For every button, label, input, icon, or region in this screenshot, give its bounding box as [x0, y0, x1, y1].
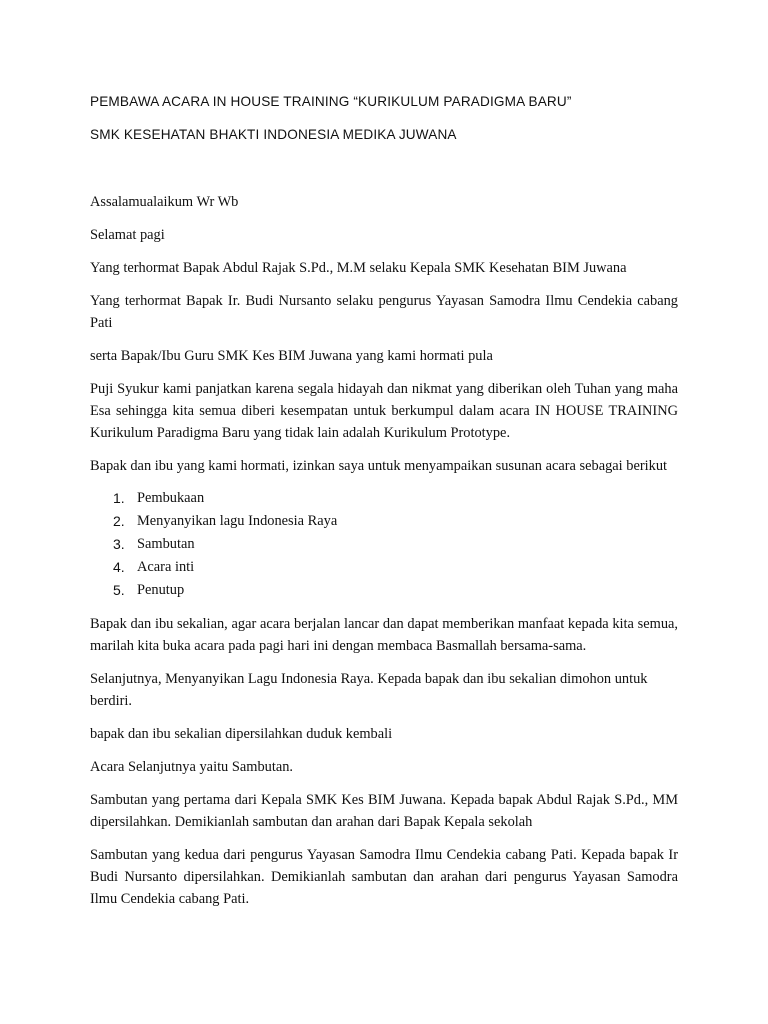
morning-paragraph: Selamat pagi	[90, 227, 165, 243]
gratitude-paragraph: Puji Syukur kami panjatkan karena segala hidayah dan nikmat yang diberikan oleh Tuhan yang maha Esa sehingga kita semua diberi kesempatan untuk berkumpul dalam acara IN HOUSE TRAINING Kurikulum Paradigma Baru yang tidak lain adalah Kurikulum Prototype.	[90, 381, 678, 441]
list-item-number: 3.	[113, 536, 125, 552]
document-page	[90, 92, 678, 921]
anthem-paragraph: Selanjutnya, Menyanyikan Lagu Indonesia Raya. Kepada bapak dan ibu sekalian dimohon untuk berdiri.	[90, 671, 648, 709]
greeting-paragraph: Assalamualaikum Wr Wb	[90, 194, 239, 210]
honor-paragraph-3: serta Bapak/Ibu Guru SMK Kes BIM Juwana yang kami hormati pula	[90, 348, 493, 364]
list-item-number: 4.	[113, 559, 125, 575]
sit-paragraph: bapak dan ibu sekalian dipersilahkan duduk kembali	[90, 726, 393, 742]
document-title: PEMBAWA ACARA IN HOUSE TRAINING “KURIKULUM PARADIGMA BARU”	[90, 94, 572, 109]
list-item	[90, 533, 678, 556]
list-item-text: Pembukaan	[137, 490, 205, 506]
list-item-text: Menyanyikan lagu Indonesia Raya	[137, 513, 338, 529]
list-item	[90, 487, 678, 510]
list-item	[90, 579, 678, 602]
document-subtitle: SMK KESEHATAN BHAKTI INDONESIA MEDIKA JUWANA	[90, 127, 457, 142]
honor-paragraph-1: Yang terhormat Bapak Abdul Rajak S.Pd., M.M selaku Kepala SMK Kesehatan BIM Juwana	[90, 260, 627, 276]
list-item	[90, 556, 678, 579]
speech1-paragraph: Sambutan yang pertama dari Kepala SMK Kes BIM Juwana. Kepada bapak Abdul Rajak S.Pd., MM dipersilahkan. Demikianlah sambutan dan arahan dari Bapak Kepala sekolah	[90, 792, 678, 830]
list-item-number: 2.	[113, 513, 125, 529]
next-paragraph: Acara Selanjutnya yaitu Sambutan.	[90, 759, 294, 775]
list-item-text: Penutup	[137, 582, 185, 598]
list-item-number: 5.	[113, 582, 125, 598]
list-item-text: Acara inti	[137, 559, 195, 575]
list-item-text: Sambutan	[137, 536, 195, 552]
opening-paragraph: Bapak dan ibu sekalian, agar acara berjalan lancar dan dapat memberikan manfaat kepada kita semua, marilah kita buka acara pada pagi hari ini dengan membaca Basmallah bersama-sama.	[90, 616, 678, 654]
list-item	[90, 510, 678, 533]
agenda-intro-paragraph: Bapak dan ibu yang kami hormati, izinkan saya untuk menyampaikan susunan acara sebagai berikut	[90, 458, 668, 474]
speech2-paragraph: Sambutan yang kedua dari pengurus Yayasan Samodra Ilmu Cendekia cabang Pati. Kepada bapak Ir Budi Nursanto dipersilahkan. Demikianlah sambutan dan arahan dari pengurus Yayasan Samodra Ilmu Cendekia cabang Pati.	[90, 847, 678, 907]
agenda-list	[90, 487, 678, 602]
honor-paragraph-2: Yang terhormat Bapak Ir. Budi Nursanto selaku pengurus Yayasan Samodra Ilmu Cendekia cabang Pati	[90, 293, 678, 331]
list-item-number: 1.	[113, 490, 125, 506]
